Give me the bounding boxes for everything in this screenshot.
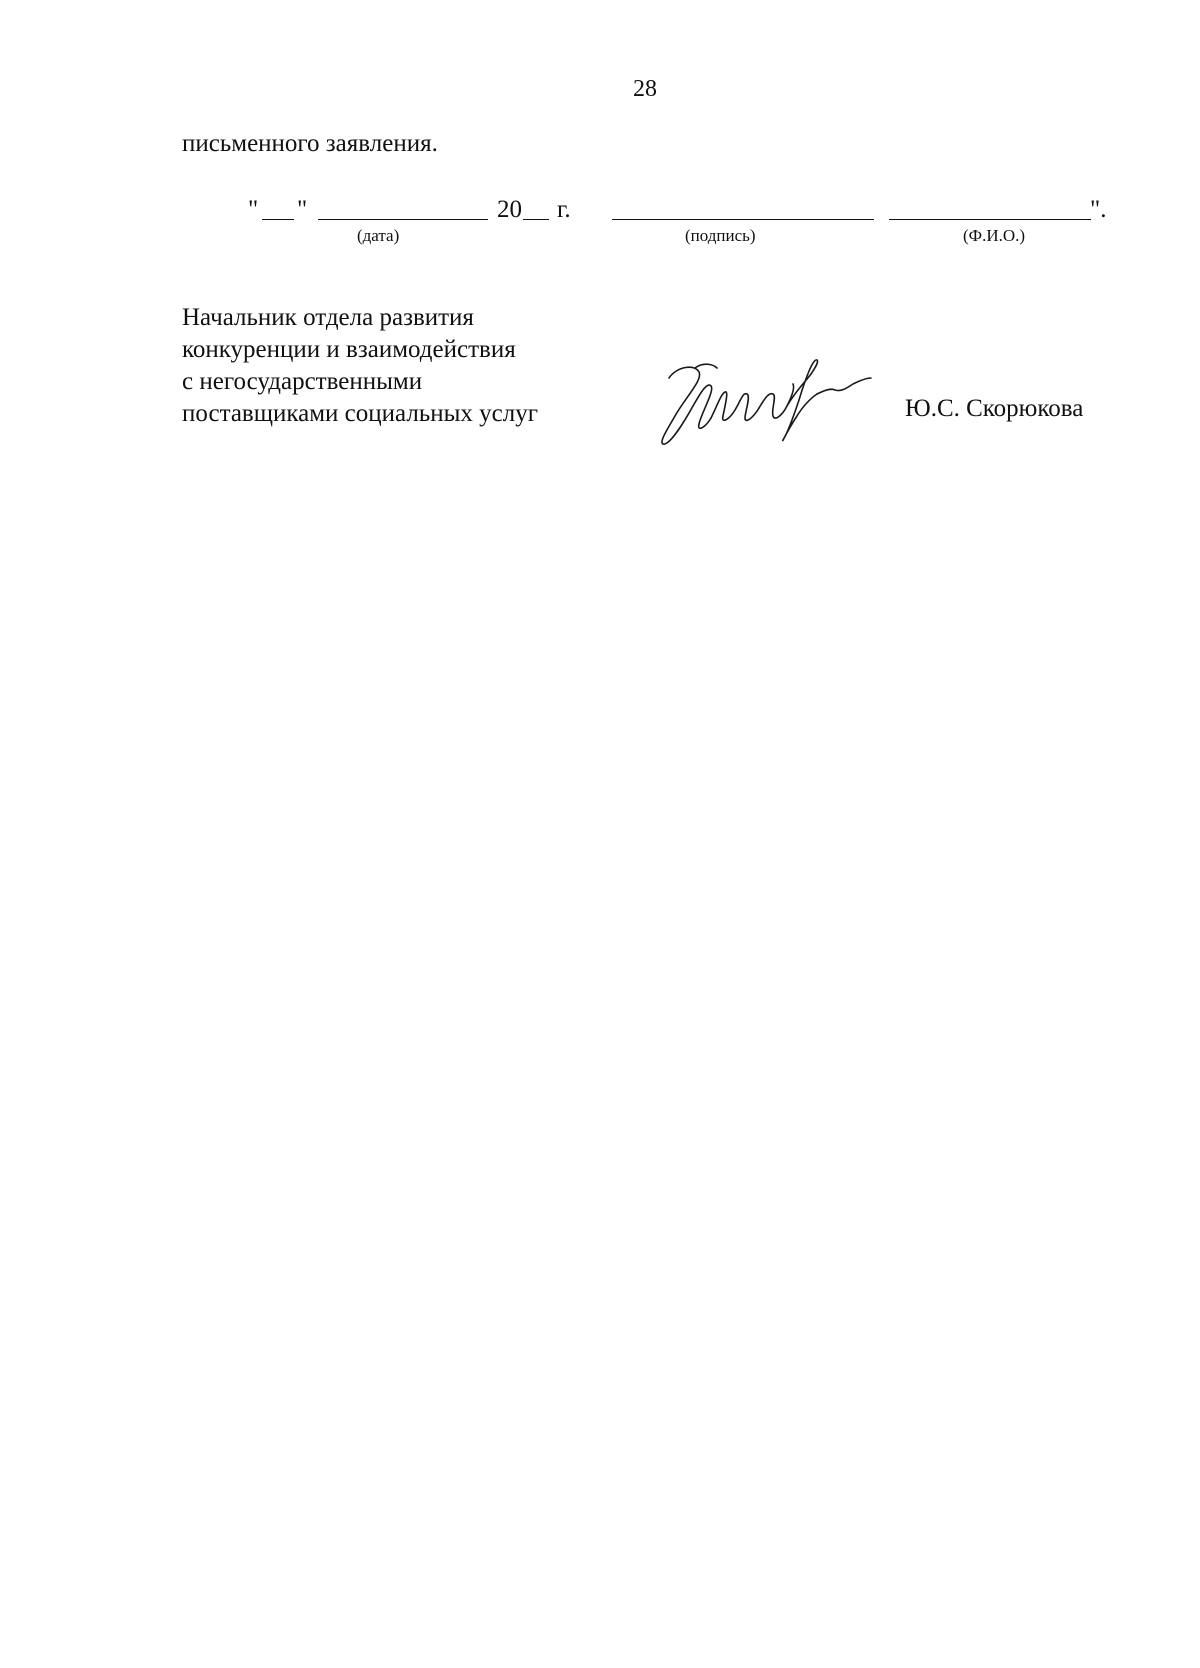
year-suffix: г. <box>557 196 571 223</box>
quote-close: " <box>297 196 308 223</box>
handwritten-signature-icon <box>655 358 875 448</box>
blank-year <box>523 219 549 220</box>
position-line: конкуренции и взаимодействия <box>182 336 516 363</box>
position-line: с негосударственными <box>182 368 423 395</box>
blank-day <box>262 219 294 220</box>
quote-open: " <box>248 196 259 223</box>
year-prefix: 20 <box>497 196 522 223</box>
signer-name: Ю.С. Скорюкова <box>905 395 1084 422</box>
blank-fio <box>889 219 1091 220</box>
continuation-text: письменного заявления. <box>182 130 438 157</box>
caption-date: (дата) <box>357 226 400 245</box>
position-line: Начальник отдела развития <box>182 304 474 331</box>
position-line: поставщиками социальных услуг <box>182 400 538 427</box>
signatory-position <box>182 302 538 430</box>
blank-signature <box>612 219 874 220</box>
page-number: 28 <box>633 76 657 102</box>
caption-fio: (Ф.И.О.) <box>963 226 1026 245</box>
blank-month <box>318 219 488 220</box>
caption-signature: (подпись) <box>685 226 756 245</box>
line-end: ". <box>1090 196 1107 223</box>
